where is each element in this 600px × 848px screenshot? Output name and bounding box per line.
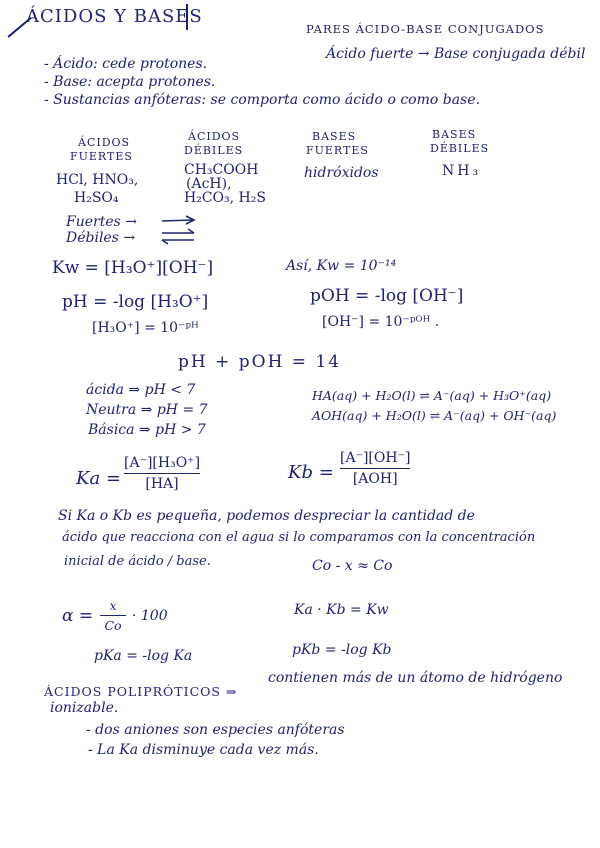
equilibrium-acid: HA(aq) + H₂O(l) ⇌ A⁻(aq) + H₃O⁺(aq) bbox=[312, 388, 552, 403]
definition-base: - Base: acepta protones. bbox=[44, 74, 216, 90]
weak-bases-value: NH₃ bbox=[442, 163, 482, 179]
equilibrium-arrows-icon bbox=[160, 228, 198, 246]
kb-fraction bbox=[340, 450, 410, 487]
ka-fraction bbox=[124, 455, 200, 492]
ka-denominator: [HA] bbox=[145, 476, 179, 492]
definition-amphoteric: - Sustancias anfóteras: se comporta como ácido o como base. bbox=[44, 92, 480, 108]
ph-basic: Básica ⇒ pH > 7 bbox=[88, 422, 206, 438]
polyprotic-title: ÁCIDOS POLIPRÓTICOS ⇒ bbox=[44, 684, 238, 699]
header-strong-acids-1: ÁCIDOS bbox=[78, 136, 131, 149]
header-strong-bases-1: BASES bbox=[312, 130, 357, 143]
kb-fraction-bar bbox=[340, 468, 410, 469]
page-title: ÁCIDOS Y BASES bbox=[26, 6, 203, 27]
polyprotic-item-1: - dos aniones son especies anfóteras bbox=[86, 722, 345, 738]
header-weak-bases-1: BASES bbox=[432, 128, 477, 141]
kb-numerator: [A⁻][OH⁻] bbox=[340, 450, 411, 466]
ka-numerator: [A⁻][H₃O⁺] bbox=[124, 455, 201, 471]
h3o-formula: [H₃O⁺] = 10⁻ᵖᴴ bbox=[92, 320, 199, 336]
polyprotic-text-2: ionizable. bbox=[50, 700, 119, 716]
strong-arrow-label: Fuertes → bbox=[66, 214, 137, 230]
polyprotic-text: contienen más de un átomo de hidrógeno bbox=[268, 670, 563, 686]
single-arrow-icon bbox=[160, 214, 198, 228]
header-weak-bases-2: DÉBILES bbox=[430, 142, 490, 155]
ph-acid: ácida ⇒ pH < 7 bbox=[86, 382, 196, 398]
ka-label: Ka = bbox=[76, 468, 121, 489]
alpha-label: α = bbox=[62, 606, 94, 626]
alpha-denominator: Co bbox=[104, 618, 122, 633]
paragraph-line-3: inicial de ácido / base. bbox=[64, 554, 211, 569]
definition-acid: - Ácido: cede protones. bbox=[44, 56, 208, 72]
ph-neutral: Neutra ⇒ pH = 7 bbox=[86, 402, 208, 418]
oh-formula: [OH⁻] = 10⁻ᵖᴼᴴ . bbox=[322, 314, 440, 330]
pairs-rule: Ácido fuerte → Base conjugada débil bbox=[326, 46, 586, 62]
strong-acids-line-2: H₂SO₄ bbox=[74, 190, 119, 206]
polyprotic-item-2: - La Ka disminuye cada vez más. bbox=[88, 742, 319, 758]
header-weak-acids-2: DÉBILES bbox=[184, 144, 244, 157]
weak-acids-line-3: H₂CO₃, H₂S bbox=[184, 190, 266, 206]
poh-formula: pOH = -log [OH⁻] bbox=[310, 286, 464, 306]
kw-value: Así, Kw = 10⁻¹⁴ bbox=[286, 258, 397, 274]
kb-denominator: [AOH] bbox=[352, 471, 398, 487]
equilibrium-base: AOH(aq) + H₂O(l) ⇌ A⁻(aq) + OH⁻(aq) bbox=[312, 408, 557, 423]
alpha-numerator: x bbox=[109, 598, 117, 613]
ph-sum-formula: pH + pOH = 14 bbox=[178, 352, 342, 372]
kw-formula: Kw = [H₃O⁺][OH⁻] bbox=[52, 258, 214, 278]
pkb-formula: pKb = -log Kb bbox=[292, 642, 392, 658]
header-weak-acids-1: ÁCIDOS bbox=[188, 130, 241, 143]
alpha-fraction bbox=[100, 598, 126, 633]
pka-formula: pKa = -log Ka bbox=[94, 648, 193, 664]
header-strong-acids-2: FUERTES bbox=[70, 150, 133, 163]
alpha-tail: · 100 bbox=[132, 608, 168, 624]
weak-acids-line-1: CH₃COOH bbox=[184, 162, 259, 178]
kb-label: Kb = bbox=[288, 462, 334, 483]
header-strong-bases-2: FUERTES bbox=[306, 144, 369, 157]
weak-acids-line-2: (AcH), bbox=[186, 176, 232, 192]
paragraph-line-2: ácido que reacciona con el agua si lo comparamos con la concentración bbox=[62, 530, 536, 545]
paragraph-line-1: Si Ka o Kb es pequeña, podemos despreciar la cantidad de bbox=[58, 508, 475, 524]
ph-formula: pH = -log [H₃O⁺] bbox=[62, 292, 209, 312]
ka-kb-relation: Ka · Kb = Kw bbox=[294, 602, 389, 618]
strong-acids-line-1: HCl, HNO₃, bbox=[56, 172, 139, 188]
alpha-fraction-bar bbox=[100, 615, 126, 616]
approximation: Co - x ≈ Co bbox=[312, 558, 393, 574]
ka-fraction-bar bbox=[124, 473, 200, 474]
weak-arrow-label: Débiles → bbox=[66, 230, 136, 246]
strong-bases-value: hidróxidos bbox=[304, 165, 379, 181]
pairs-heading: PARES ÁCIDO-BASE CONJUGADOS bbox=[306, 22, 545, 36]
